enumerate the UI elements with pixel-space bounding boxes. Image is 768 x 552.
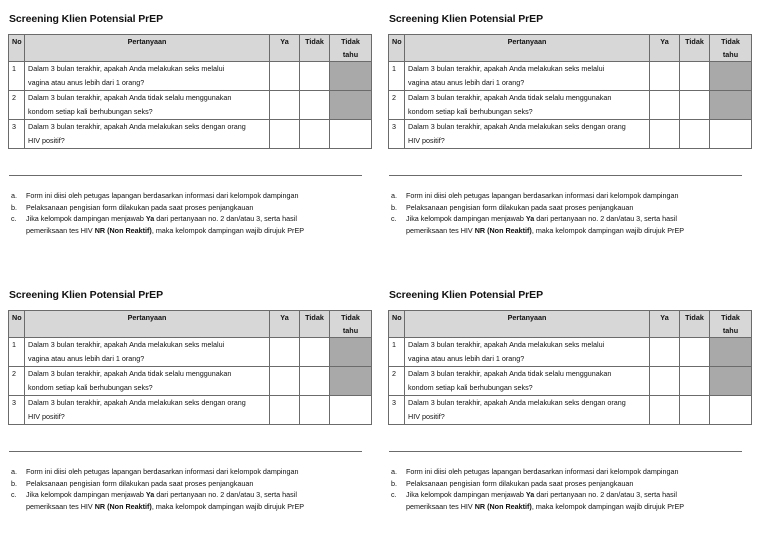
answer-unknown-cell: [330, 91, 372, 120]
note-text: Jika kelompok dampingan menjawab: [26, 214, 144, 223]
note-marker: a.: [11, 467, 17, 476]
row-number: 3: [9, 120, 25, 149]
note-text: Pelaksanaan pengisian form dilakukan pada saat proses penjangkauan: [26, 202, 254, 212]
answer-no-cell[interactable]: [680, 91, 710, 120]
header-question: Pertanyaan: [405, 35, 650, 62]
table-header-row: [389, 311, 752, 338]
header-yes: Ya: [270, 311, 300, 338]
answer-unknown-cell: [710, 62, 752, 91]
row-question: [405, 120, 650, 149]
question-line: kondom setiap kali berhubungan seks?: [408, 383, 533, 392]
answer-yes-cell[interactable]: [650, 338, 680, 367]
note-text: pemeriksaan tes HIV: [406, 501, 473, 511]
table-row: [9, 396, 372, 425]
row-number: 2: [9, 367, 25, 396]
note-text: , maka kelompok dampingan wajib dirujuk PrEP: [151, 225, 305, 235]
row-number: 2: [9, 91, 25, 120]
note-marker: a.: [11, 191, 17, 200]
answer-unknown-cell[interactable]: [710, 120, 752, 149]
note-text: Form ini diisi oleh petugas lapangan berdasarkan informasi dari kelompok dampingan: [26, 467, 299, 476]
screening-form-bottom-left: [6, 282, 378, 552]
answer-no-cell[interactable]: [300, 62, 330, 91]
question-line: kondom setiap kali berhubungan seks?: [28, 383, 153, 392]
question-line: vagina atau anus lebih dari 1 orang?: [408, 78, 525, 87]
note-emphasis: NR (Non Reaktif): [474, 225, 532, 235]
note-text: pemeriksaan tes HIV: [406, 225, 473, 235]
header-yes: Ya: [270, 35, 300, 62]
answer-unknown-cell: [330, 367, 372, 396]
note-emphasis: Ya: [145, 490, 155, 499]
question-line: kondom setiap kali berhubungan seks?: [408, 107, 533, 116]
header-question: Pertanyaan: [25, 35, 270, 62]
row-number: 1: [389, 338, 405, 367]
note-text: , maka kelompok dampingan wajib dirujuk PrEP: [151, 501, 305, 511]
row-number: 3: [389, 120, 405, 149]
header-no: No: [9, 311, 25, 338]
signature-line: [389, 175, 742, 176]
row-question: [25, 338, 270, 367]
question-line: vagina atau anus lebih dari 1 orang?: [28, 354, 145, 363]
table-row: [9, 91, 372, 120]
header-unknown: Tidak tahu: [330, 35, 372, 62]
note-item: [11, 478, 378, 490]
question-line: Dalam 3 bulan terakhir, apakah Anda melakukan seks melalui: [28, 340, 225, 349]
note-item: [11, 489, 378, 512]
header-unknown: Tidak tahu: [330, 311, 372, 338]
note-item: [391, 489, 758, 512]
answer-yes-cell[interactable]: [650, 120, 680, 149]
question-line: Dalam 3 bulan terakhir, apakah Anda melakukan seks melalui: [28, 64, 225, 73]
signature-line: [9, 451, 362, 452]
note-marker: b.: [11, 202, 17, 212]
note-text: Jika kelompok dampingan menjawab: [406, 490, 524, 499]
form-title: Screening Klien Potensial PrEP: [389, 13, 543, 25]
note-text: Jika kelompok dampingan menjawab: [406, 214, 524, 223]
screening-table: [8, 310, 372, 425]
note-text: dari pertanyaan no. 2 dan/atau 3, serta hasil: [536, 214, 677, 223]
table-row: [9, 338, 372, 367]
question-line: Dalam 3 bulan terakhir, apakah Anda tidak selalu menggunakan: [28, 93, 232, 102]
screening-form-top-right: [386, 6, 758, 276]
row-number: 2: [389, 91, 405, 120]
screening-table: [8, 34, 372, 149]
question-line: HIV positif?: [28, 412, 65, 421]
row-question: [405, 396, 650, 425]
question-line: HIV positif?: [28, 136, 65, 145]
row-question: [25, 91, 270, 120]
row-number: 3: [9, 396, 25, 425]
header-unknown: Tidak tahu: [710, 35, 752, 62]
signature-line: [389, 451, 742, 452]
note-text: Pelaksanaan pengisian form dilakukan pada saat proses penjangkauan: [26, 478, 254, 488]
question-line: Dalam 3 bulan terakhir, apakah Anda tidak selalu menggunakan: [408, 369, 612, 378]
note-text: Jika kelompok dampingan menjawab: [26, 490, 144, 499]
answer-unknown-cell: [330, 62, 372, 91]
screening-table: [388, 34, 752, 149]
note-item: [11, 213, 378, 236]
table-row: [389, 338, 752, 367]
screening-form-bottom-right: [386, 282, 758, 552]
answer-no-cell[interactable]: [300, 120, 330, 149]
answer-yes-cell[interactable]: [270, 120, 300, 149]
answer-no-cell[interactable]: [680, 367, 710, 396]
note-text: Form ini diisi oleh petugas lapangan berdasarkan informasi dari kelompok dampingan: [26, 191, 299, 200]
header-no: No: [9, 35, 25, 62]
note-item: [391, 478, 758, 490]
table-row: [9, 120, 372, 149]
row-question: [405, 338, 650, 367]
answer-yes-cell[interactable]: [270, 62, 300, 91]
note-text: dari pertanyaan no. 2 dan/atau 3, serta hasil: [156, 490, 297, 499]
note-emphasis: Ya: [525, 490, 535, 499]
question-line: Dalam 3 bulan terakhir, apakah Anda melakukan seks dengan orang: [408, 398, 626, 407]
table-row: [389, 367, 752, 396]
question-line: vagina atau anus lebih dari 1 orang?: [28, 78, 145, 87]
question-line: HIV positif?: [408, 412, 445, 421]
table-row: [389, 396, 752, 425]
note-text: Pelaksanaan pengisian form dilakukan pada saat proses penjangkauan: [406, 478, 634, 488]
note-item: [391, 202, 758, 214]
answer-yes-cell[interactable]: [650, 396, 680, 425]
note-text: Pelaksanaan pengisian form dilakukan pada saat proses penjangkauan: [406, 202, 634, 212]
note-marker: a.: [391, 191, 397, 200]
row-question: [25, 396, 270, 425]
note-emphasis: Ya: [145, 214, 155, 223]
answer-unknown-cell: [710, 91, 752, 120]
note-emphasis: NR (Non Reaktif): [94, 501, 152, 511]
answer-no-cell[interactable]: [300, 367, 330, 396]
note-marker: b.: [391, 202, 397, 212]
question-line: Dalam 3 bulan terakhir, apakah Anda melakukan seks melalui: [408, 64, 605, 73]
note-text: pemeriksaan tes HIV: [26, 501, 93, 511]
note-text: Form ini diisi oleh petugas lapangan berdasarkan informasi dari kelompok dampingan: [406, 191, 679, 200]
note-item: [11, 466, 378, 478]
row-question: [25, 367, 270, 396]
question-line: Dalam 3 bulan terakhir, apakah Anda tidak selalu menggunakan: [28, 369, 232, 378]
header-question: Pertanyaan: [25, 311, 270, 338]
header-no-answer: Tidak: [300, 35, 330, 62]
answer-no-cell[interactable]: [300, 91, 330, 120]
notes-list: [391, 466, 758, 512]
answer-no-cell[interactable]: [680, 120, 710, 149]
note-item: [391, 213, 758, 236]
answer-yes-cell[interactable]: [270, 367, 300, 396]
answer-unknown-cell: [710, 338, 752, 367]
question-line: Dalam 3 bulan terakhir, apakah Anda melakukan seks dengan orang: [28, 122, 246, 131]
note-marker: b.: [391, 478, 397, 488]
question-line: vagina atau anus lebih dari 1 orang?: [408, 354, 525, 363]
table-row: [9, 367, 372, 396]
question-line: Dalam 3 bulan terakhir, apakah Anda melakukan seks melalui: [408, 340, 605, 349]
note-text: dari pertanyaan no. 2 dan/atau 3, serta hasil: [156, 214, 297, 223]
screening-table: [388, 310, 752, 425]
answer-unknown-cell[interactable]: [710, 396, 752, 425]
answer-no-cell[interactable]: [680, 62, 710, 91]
question-line: HIV positif?: [408, 136, 445, 145]
answer-yes-cell[interactable]: [650, 62, 680, 91]
table-row: [389, 91, 752, 120]
question-line: Dalam 3 bulan terakhir, apakah Anda tidak selalu menggunakan: [408, 93, 612, 102]
table-header-row: [9, 35, 372, 62]
answer-yes-cell[interactable]: [650, 367, 680, 396]
row-question: [25, 120, 270, 149]
note-item: [11, 190, 378, 202]
table-row: [389, 120, 752, 149]
row-question: [405, 91, 650, 120]
header-no-answer: Tidak: [300, 311, 330, 338]
answer-unknown-cell[interactable]: [330, 396, 372, 425]
answer-yes-cell[interactable]: [650, 91, 680, 120]
note-text: , maka kelompok dampingan wajib dirujuk PrEP: [531, 501, 685, 511]
note-marker: b.: [11, 478, 17, 488]
screening-form-top-left: [6, 6, 378, 276]
note-marker: c.: [11, 214, 17, 223]
answer-no-cell[interactable]: [300, 338, 330, 367]
header-no-answer: Tidak: [680, 35, 710, 62]
note-emphasis: Ya: [525, 214, 535, 223]
table-header-row: [9, 311, 372, 338]
answer-no-cell[interactable]: [300, 396, 330, 425]
form-title: Screening Klien Potensial PrEP: [9, 289, 163, 301]
note-marker: c.: [391, 490, 397, 499]
row-question: [405, 367, 650, 396]
row-question: [25, 62, 270, 91]
question-line: kondom setiap kali berhubungan seks?: [28, 107, 153, 116]
note-item: [391, 466, 758, 478]
table-row: [389, 62, 752, 91]
row-number: 1: [9, 338, 25, 367]
note-marker: a.: [391, 467, 397, 476]
answer-unknown-cell: [330, 338, 372, 367]
note-item: [11, 202, 378, 214]
header-no: No: [389, 35, 405, 62]
answer-unknown-cell: [710, 367, 752, 396]
form-title: Screening Klien Potensial PrEP: [389, 289, 543, 301]
notes-list: [11, 466, 378, 512]
form-title: Screening Klien Potensial PrEP: [9, 13, 163, 25]
note-text: dari pertanyaan no. 2 dan/atau 3, serta hasil: [536, 490, 677, 499]
note-text: pemeriksaan tes HIV: [26, 225, 93, 235]
row-number: 1: [389, 62, 405, 91]
answer-yes-cell[interactable]: [270, 338, 300, 367]
table-row: [9, 62, 372, 91]
row-number: 2: [389, 367, 405, 396]
question-line: Dalam 3 bulan terakhir, apakah Anda melakukan seks dengan orang: [408, 122, 626, 131]
header-yes: Ya: [650, 311, 680, 338]
signature-line: [9, 175, 362, 176]
note-text: Form ini diisi oleh petugas lapangan berdasarkan informasi dari kelompok dampingan: [406, 467, 679, 476]
answer-no-cell[interactable]: [680, 396, 710, 425]
table-header-row: [389, 35, 752, 62]
header-no: No: [389, 311, 405, 338]
question-line: Dalam 3 bulan terakhir, apakah Anda melakukan seks dengan orang: [28, 398, 246, 407]
header-yes: Ya: [650, 35, 680, 62]
header-no-answer: Tidak: [680, 311, 710, 338]
header-unknown: Tidak tahu: [710, 311, 752, 338]
note-emphasis: NR (Non Reaktif): [474, 501, 532, 511]
note-item: [391, 190, 758, 202]
answer-yes-cell[interactable]: [270, 91, 300, 120]
note-text: , maka kelompok dampingan wajib dirujuk PrEP: [531, 225, 685, 235]
answer-yes-cell[interactable]: [270, 396, 300, 425]
notes-list: [391, 190, 758, 236]
note-marker: c.: [11, 490, 17, 499]
row-number: 1: [9, 62, 25, 91]
answer-unknown-cell[interactable]: [330, 120, 372, 149]
row-number: 3: [389, 396, 405, 425]
note-marker: c.: [391, 214, 397, 223]
note-emphasis: NR (Non Reaktif): [94, 225, 152, 235]
header-question: Pertanyaan: [405, 311, 650, 338]
notes-list: [11, 190, 378, 236]
answer-no-cell[interactable]: [680, 338, 710, 367]
row-question: [405, 62, 650, 91]
